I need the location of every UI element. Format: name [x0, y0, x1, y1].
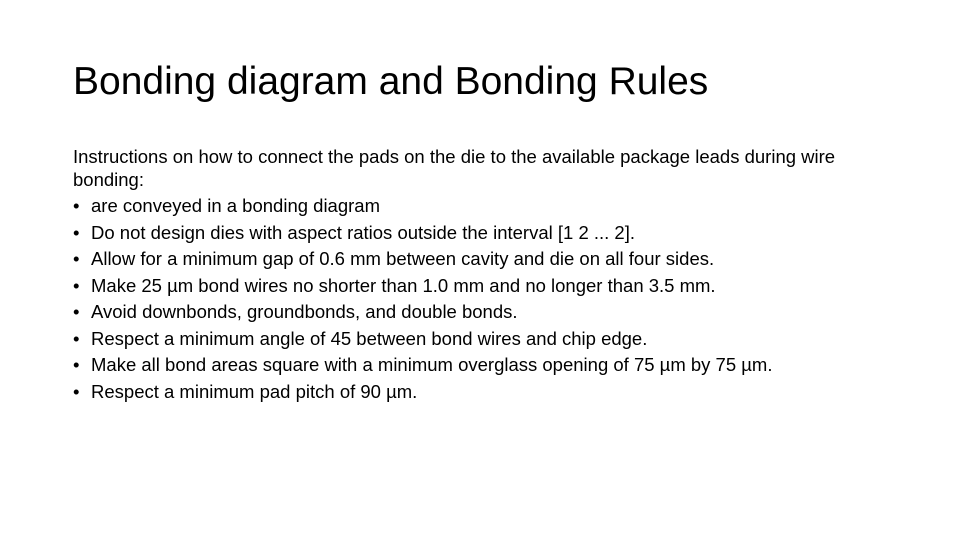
bullet-icon: • — [73, 274, 80, 296]
bullet-icon: • — [73, 380, 80, 402]
list-item — [73, 195, 873, 218]
list-item — [73, 222, 873, 245]
list-item — [73, 301, 873, 324]
bullet-text: Avoid downbonds, groundbonds, and double bonds. — [91, 301, 518, 322]
bullet-icon: • — [73, 248, 80, 269]
bullet-icon: • — [73, 301, 80, 322]
intro-text: Instructions on how to connect the pads on the die to the available package leads during wire bonding: — [73, 146, 836, 190]
bullet-icon: • — [73, 195, 80, 216]
bullet-text: Allow for a minimum gap of 0.6 mm between cavity and die on all four sides. — [91, 248, 715, 269]
list-item — [73, 328, 873, 351]
list-item — [73, 275, 873, 298]
bullet-text: Respect a minimum angle of 45 between bond wires and chip edge. — [91, 327, 648, 349]
bullet-icon: • — [73, 221, 80, 243]
list-item — [73, 354, 873, 377]
list-item — [73, 381, 873, 404]
bullet-text: Make all bond areas square with a minimum overglass opening of 75 µm by 75 µm. — [91, 354, 773, 375]
slide-title: Bonding diagram and Bonding Rules — [73, 60, 709, 103]
bullet-icon: • — [73, 327, 80, 349]
bullet-icon: • — [73, 354, 80, 375]
bullet-text: Respect a minimum pad pitch of 90 µm. — [91, 380, 418, 402]
slide-body — [73, 146, 873, 407]
bullet-text: Make 25 µm bond wires no shorter than 1.0 mm and no longer than 3.5 mm. — [91, 274, 716, 296]
bullet-text: Do not design dies with aspect ratios outside the interval [1 2 ... 2]. — [91, 221, 635, 243]
bullet-text: are conveyed in a bonding diagram — [91, 195, 380, 216]
bullet-list — [73, 195, 873, 403]
list-item — [73, 248, 873, 271]
